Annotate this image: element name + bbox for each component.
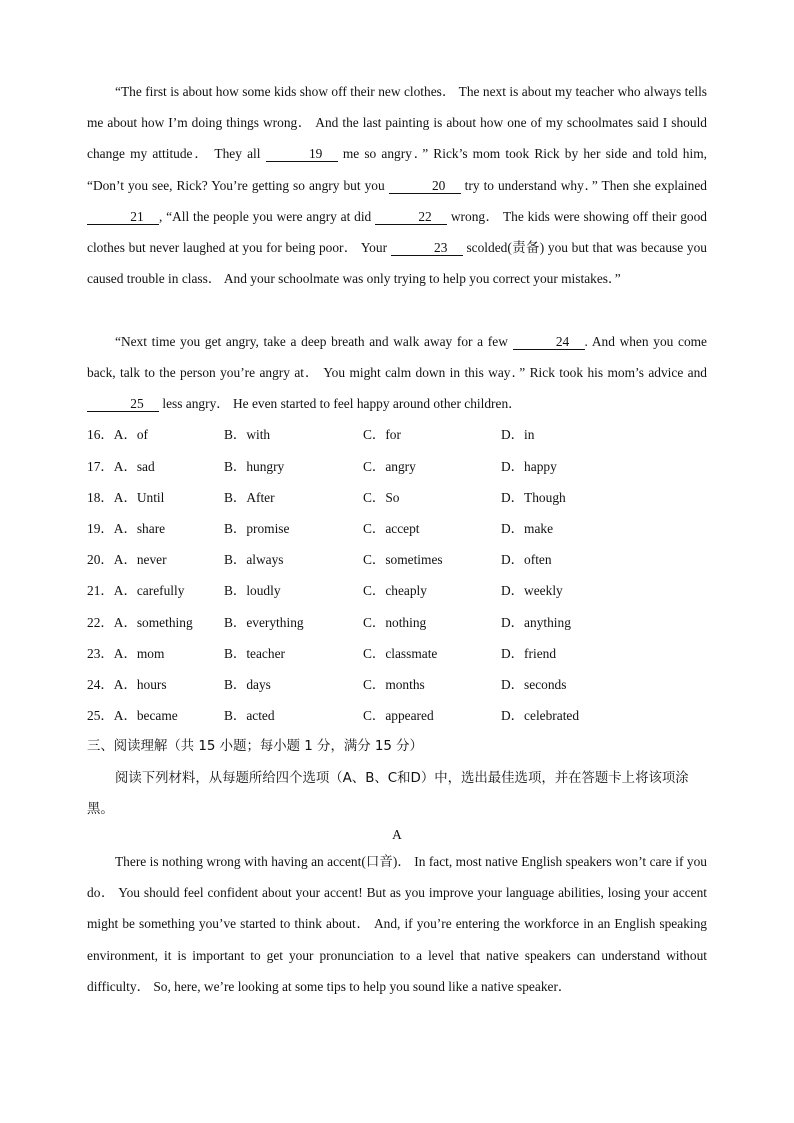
blank-25: 25 bbox=[87, 397, 159, 412]
reading-passage-a: There is nothing wrong with having an accent(口音)． In fact, most native English speakers won’t care if you do． You should feel confident about your accent! But as you improve your language abilities, losing your accent might be something you’ve started to think about． And, if you’re entering the workforce in an English speaking environment, it is important to get your pronunciation to a level that native speakers can understand without difficulty． So, here, we’re looking at some tips to help you sound like a native speaker． bbox=[87, 854, 707, 994]
question-number: 19． bbox=[87, 521, 114, 536]
question-row bbox=[87, 638, 707, 669]
question-row bbox=[87, 419, 707, 450]
question-number: 22． bbox=[87, 615, 114, 630]
question-number: 25． bbox=[87, 708, 114, 723]
option-a-text: A．never bbox=[113, 552, 167, 567]
question-option-b: B．acted bbox=[224, 708, 275, 723]
question-option-c: C．classmate bbox=[363, 646, 438, 661]
option-a-text: A．sad bbox=[113, 459, 155, 474]
cloze-paragraph-2 bbox=[87, 326, 707, 420]
question-option-a bbox=[87, 451, 155, 482]
question-option-d: D．often bbox=[501, 552, 552, 567]
blank-22: 22 bbox=[375, 210, 447, 225]
question-option-a bbox=[87, 513, 165, 544]
question-row bbox=[87, 544, 707, 575]
option-a-text: A．carefully bbox=[113, 583, 185, 598]
option-a-text: A．something bbox=[113, 615, 193, 630]
question-row bbox=[87, 669, 707, 700]
question-number: 16． bbox=[87, 427, 114, 442]
question-option-c: C．appeared bbox=[363, 708, 434, 723]
blank-24: 24 bbox=[513, 335, 585, 350]
question-option-c: C．for bbox=[363, 427, 401, 442]
cloze-text: me so angry．” Rick’s mom took Rick by her side and told him, “Don’t you see, Rick? You’re getting so angry but you bbox=[87, 146, 707, 193]
blank-21: 21 bbox=[87, 210, 159, 225]
passage-label: A bbox=[392, 827, 402, 842]
cloze-text: try to understand why．” Then she explained bbox=[460, 177, 707, 193]
question-option-b: B．loudly bbox=[224, 583, 281, 598]
cloze-text: “The first is about how some kids show off their new clothes． The next is about my teacher who always tells me about how I’m doing things wrong． And the last painting is about how one of my schoolmates said I should change my attitude． They all bbox=[87, 84, 707, 162]
option-a-text: A．share bbox=[113, 521, 166, 536]
question-option-c: C．accept bbox=[363, 521, 420, 536]
question-option-d: D．seconds bbox=[501, 677, 567, 692]
question-option-b: B．promise bbox=[224, 521, 290, 536]
blank-23: 23 bbox=[391, 241, 463, 256]
question-option-b: B．days bbox=[224, 677, 271, 692]
question-option-b: B．with bbox=[224, 427, 271, 442]
section-instruction: 阅读下列材料，从每题所给四个选项（A、B、C和D）中，选出最佳选项，并在答题卡上将该项涂黑。 bbox=[87, 771, 689, 817]
question-number: 17． bbox=[87, 459, 114, 474]
question-option-c: C．angry bbox=[363, 459, 416, 474]
question-option-a bbox=[87, 607, 193, 638]
cloze-text: scolded(责备) you but that was because you caused trouble in class． And your schoolmate was only trying to help you correct your mistakes．” bbox=[87, 240, 707, 287]
question-option-a bbox=[87, 575, 184, 606]
option-a-text: A．of bbox=[113, 427, 148, 442]
question-option-a bbox=[87, 669, 167, 700]
question-option-a bbox=[87, 638, 164, 669]
question-row bbox=[87, 607, 707, 638]
question-option-a bbox=[87, 482, 164, 513]
question-row bbox=[87, 482, 707, 513]
question-option-b: B．After bbox=[224, 490, 275, 505]
question-number: 20． bbox=[87, 552, 114, 567]
cloze-text: . And when you come back, talk to the person you’re angry at． You might calm down in this way．” Rick took his mom’s advice and bbox=[87, 334, 708, 381]
question-number: 21． bbox=[87, 583, 114, 598]
blank-20: 20 bbox=[389, 179, 461, 194]
question-option-a bbox=[87, 544, 167, 575]
question-option-d: D．happy bbox=[501, 459, 557, 474]
option-a-text: A．mom bbox=[113, 646, 165, 661]
question-option-c: C．months bbox=[363, 677, 425, 692]
option-a-text: A．Until bbox=[113, 490, 165, 505]
option-a-text: A．hours bbox=[113, 677, 167, 692]
question-option-c: C．cheaply bbox=[363, 583, 427, 598]
option-a-text: A．became bbox=[113, 708, 178, 723]
question-option-b: B．everything bbox=[224, 615, 304, 630]
question-option-a bbox=[87, 700, 178, 731]
question-option-c: C．sometimes bbox=[363, 552, 443, 567]
question-option-d: D．weekly bbox=[501, 583, 563, 598]
question-option-c: C．So bbox=[363, 490, 400, 505]
question-option-d: D．celebrated bbox=[501, 708, 580, 723]
cloze-text: less angry． He even started to feel happy around other children． bbox=[159, 396, 522, 412]
question-number: 23． bbox=[87, 646, 114, 661]
question-number: 24． bbox=[87, 677, 114, 692]
question-option-d: D．in bbox=[501, 427, 535, 442]
question-row bbox=[87, 513, 707, 544]
question-row bbox=[87, 575, 707, 606]
blank-19: 19 bbox=[266, 147, 338, 162]
question-option-d: D．make bbox=[501, 521, 554, 536]
question-option-d: D．Though bbox=[501, 490, 566, 505]
cloze-text: , “All the people you were angry at did bbox=[159, 208, 376, 224]
question-number: 18． bbox=[87, 490, 114, 505]
question-row bbox=[87, 700, 707, 731]
cloze-text: wrong． The kids were showing off their good clothes but never laughed at you for being poor． Your bbox=[87, 208, 707, 256]
question-option-b: B．hungry bbox=[224, 459, 285, 474]
cloze-text: “Next time you get angry, take a deep breath and walk away for a few bbox=[115, 334, 513, 349]
question-option-b: B．always bbox=[224, 552, 284, 567]
question-option-d: D．friend bbox=[501, 646, 557, 661]
section-heading: 三、阅读理解（共 15 小题；每小题 1 分，满分 15 分） bbox=[87, 739, 423, 754]
question-row bbox=[87, 451, 707, 482]
question-option-b: B．teacher bbox=[224, 646, 285, 661]
question-option-c: C．nothing bbox=[363, 615, 427, 630]
question-option-d: D．anything bbox=[501, 615, 571, 630]
question-option-a bbox=[87, 419, 148, 450]
cloze-paragraph-1 bbox=[87, 76, 707, 294]
